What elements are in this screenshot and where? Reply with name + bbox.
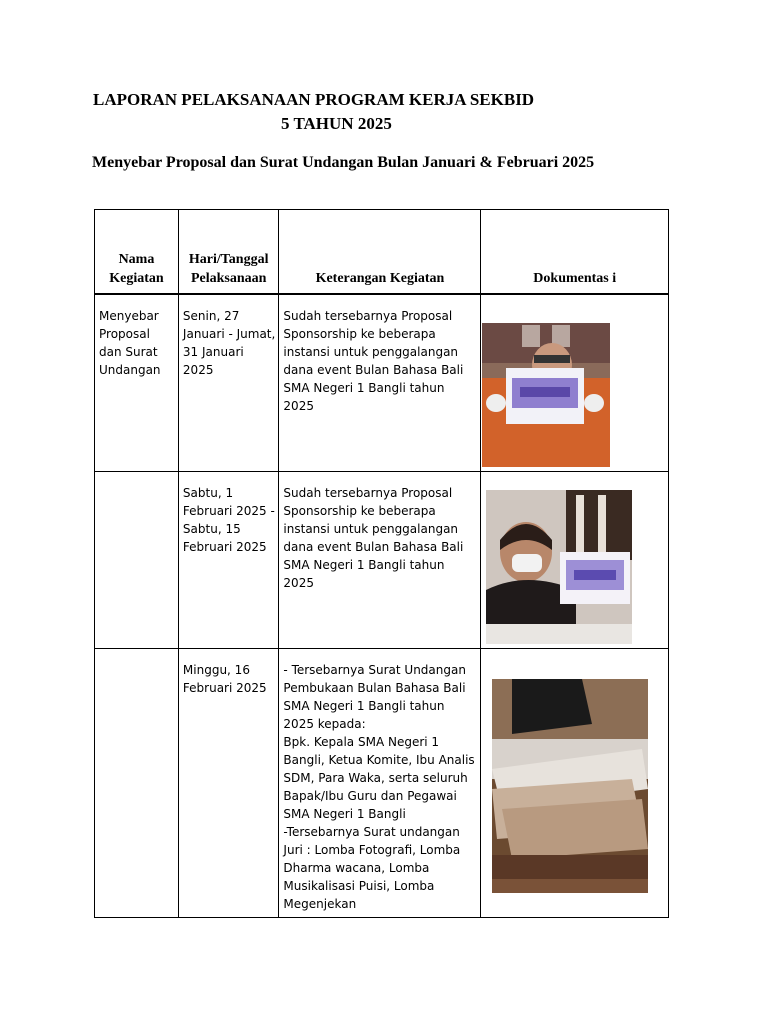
header-tanggal: Hari/Tanggal Pelaksanaan <box>178 210 279 295</box>
header-keterangan: Keterangan Kegiatan <box>279 210 481 295</box>
keterangan-line: Bpk. Kepala SMA Negeri 1 Bangli, Ketua Komite, Ibu Analis SDM, Para Waka, serta seluruh Bapak/Ibu Guru dan Pegawai SMA Negeri 1 Bangli <box>283 735 475 821</box>
header-nama-kegiatan: Nama Kegiatan <box>95 210 179 295</box>
cell-keterangan <box>279 649 481 918</box>
cell-nama <box>95 472 179 649</box>
cell-keterangan: Sudah tersebarnya Proposal Sponsorship ke beberapa instansi untuk penggalangan dana event Bulan Bahasa Bali SMA Negeri 1 Bangli tahun 2025 <box>279 294 481 472</box>
cell-nama: Menyebar Proposal dan Surat Undangan <box>95 294 179 472</box>
person-holding-proposal-photo-2 <box>486 490 632 644</box>
envelopes-on-table-photo <box>492 679 648 893</box>
report-subtitle: Menyebar Proposal dan Surat Undangan Bulan Januari & Februari 2025 <box>92 154 595 171</box>
cell-dokumentasi <box>481 294 669 472</box>
cell-tanggal: Minggu, 16 Februari 2025 <box>178 649 279 918</box>
cell-keterangan: Sudah tersebarnya Proposal Sponsorship ke beberapa instansi untuk penggalangan dana event Bulan Bahasa Bali SMA Negeri 1 Bangli tahun 2025 <box>279 472 481 649</box>
table-row <box>95 472 669 649</box>
cell-nama <box>95 649 179 918</box>
cell-tanggal: Senin, 27 Januari - Jumat, 31 Januari 2025 <box>178 294 279 472</box>
table-header-row <box>95 210 669 295</box>
person-holding-proposal-photo <box>482 323 610 467</box>
cell-dokumentasi <box>481 649 669 918</box>
cell-dokumentasi <box>481 472 669 649</box>
keterangan-line: -Tersebarnya Surat undangan Juri : Lomba Fotografi, Lomba Dharma wacana, Lomba Musikalisasi Puisi, Lomba Megenjekan <box>283 825 461 911</box>
cell-tanggal: Sabtu, 1 Februari 2025 - Sabtu, 15 Februari 2025 <box>178 472 279 649</box>
table-row <box>95 649 669 918</box>
header-dokumentasi: Dokumentas i <box>481 210 669 295</box>
report-table <box>94 209 669 918</box>
keterangan-line: - Tersebarnya Surat Undangan Pembukaan Bulan Bahasa Bali SMA Negeri 1 Bangli tahun 2025 kepada: <box>283 663 466 731</box>
report-title-year: 5 TAHUN 2025 <box>281 114 392 133</box>
table-row <box>95 294 669 472</box>
report-title: LAPORAN PELAKSANAAN PROGRAM KERJA SEKBID <box>93 90 535 109</box>
